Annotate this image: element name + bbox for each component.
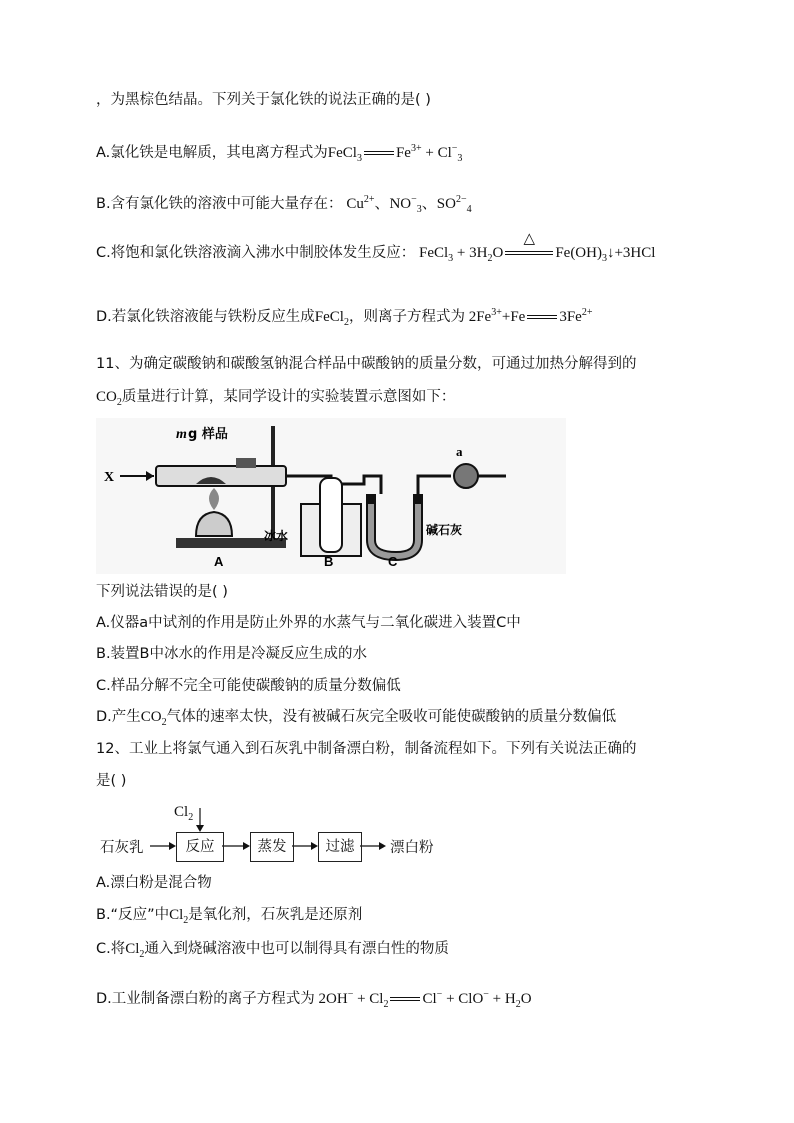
- q10-option-d-text: D.若氯化铁溶液能与铁粉反应生成: [96, 309, 315, 325]
- formula-co2-d: $CO_2$: [140, 709, 167, 728]
- q11-question-text: 下列说法错误的是( ): [96, 584, 228, 600]
- q12-stem-text1: 12、工业上将氯气通入到石灰乳中制备漂白粉，制备流程如下。下列有关说法正确的: [96, 741, 637, 757]
- flow-output: 漂白粉: [390, 840, 434, 856]
- label-sample-text: g 样品: [188, 427, 228, 442]
- flow-step-reaction: 反应: [176, 832, 224, 862]
- flow-step-filter: 过滤: [318, 832, 362, 862]
- label-a-instrument: a: [456, 444, 463, 459]
- equation-fe-reduction: $2Fe^{3+}+Fe$ $3Fe^{2+}$: [464, 307, 593, 325]
- q12-option-d: [96, 989, 532, 1009]
- q12-option-b: [96, 905, 362, 925]
- q11-stem-text1: 11、为确定碳酸钠和碳酸氢钠混合样品中碳酸钠的质量分数，可通过加热分解得到的: [96, 356, 637, 372]
- label-b-device: B: [324, 554, 334, 569]
- formula-cl2-b: $Cl_2$: [169, 907, 189, 926]
- q11-option-a: [96, 613, 521, 633]
- apparatus-figure: [96, 418, 566, 574]
- q10-option-d-mid: ，则离子方程式为: [348, 309, 465, 325]
- label-soda-lime: 碱石灰: [426, 523, 463, 537]
- q10-option-a: [96, 143, 462, 163]
- process-flowchart: [96, 804, 456, 870]
- q11-stem-text2: 质量进行计算，某同学设计的实验装置示意图如下：: [121, 389, 456, 405]
- q11-option-b: [96, 644, 367, 664]
- q10-stem: [96, 90, 431, 110]
- ion-list: $Cu^{2+}$、$NO^-_3$、$SO^{2-}_4$: [342, 194, 472, 215]
- q12-option-b-prefix: B.“反应”中: [96, 907, 170, 923]
- label-a-device: A: [214, 554, 224, 569]
- equation-bleach: $2OH^- + Cl_2$ $Cl^- + ClO^- + H_2O$: [314, 989, 532, 1010]
- q11-option-d-suffix: 气体的速率太快，没有被碱石灰完全吸收可能使碳酸钠的质量分数偏低: [166, 709, 617, 725]
- flow-cl2-label: $Cl_2$: [174, 804, 194, 823]
- q11-question: [96, 582, 228, 602]
- drying-bulb-a: [454, 464, 478, 488]
- flow-input: 石灰乳: [100, 840, 144, 856]
- q10-stem-text: ，为黑棕色结晶。下列关于氯化铁的说法正确的是( ): [96, 92, 431, 108]
- apparatus-drawing: [96, 418, 566, 574]
- delta-symbol: △: [523, 230, 536, 247]
- q12-option-c-prefix: C.将: [96, 941, 126, 957]
- q12-option-c: [96, 939, 449, 959]
- formula-cl2-c: $Cl_2$: [125, 941, 145, 960]
- equation-colloid: FeCl$_3$ + $3H_2O$ △ $Fe(OH)_3↓+3HCl$: [415, 230, 656, 264]
- q12-option-a: [96, 873, 212, 893]
- q12-option-d-text: D.工业制备漂白粉的离子方程式为: [96, 991, 315, 1007]
- label-x: X: [104, 470, 115, 485]
- formula-fecl2: FeCl$_2$: [314, 309, 349, 328]
- q10-option-b-text: B.含有氯化铁的溶液中可能大量存在：: [96, 196, 343, 212]
- q10-option-d: [96, 307, 592, 327]
- label-ice-water: 冰水: [264, 529, 289, 543]
- formula-co2: $CO_2$: [96, 389, 122, 408]
- q11-option-c-text: C.样品分解不完全可能使碳酸钠的质量分数偏低: [96, 678, 401, 694]
- q12-option-c-suffix: 通入到烧碱溶液中也可以制得具有漂白性的物质: [144, 941, 449, 957]
- q10-option-b: [96, 194, 472, 214]
- q10-option-c: [96, 230, 656, 264]
- q12-option-a-text: A.漂白粉是混合物: [96, 875, 212, 891]
- q12-stem-line1: [96, 739, 636, 759]
- q12-option-b-suffix: 是氧化剂，石灰乳是还原剂: [188, 907, 363, 923]
- q10-option-a-text: A.氯化铁是电解质，其电离方程式为: [96, 145, 328, 161]
- q11-stem-line1: [96, 354, 636, 374]
- q11-option-b-text: B.装置B中冰水的作用是冷凝反应生成的水: [96, 646, 368, 662]
- q12-stem-line2: [96, 771, 126, 791]
- label-c-device: C: [388, 554, 398, 569]
- q12-stem-text2: 是( ): [96, 773, 127, 789]
- equation-fecl3-ionization: FeCl$_3$ $Fe^{3+} + Cl^-_3$: [327, 143, 463, 164]
- q11-stem-line2: [96, 387, 455, 407]
- label-sample-m: m: [176, 427, 187, 442]
- q11-option-d-prefix: D.产生: [96, 709, 141, 725]
- test-tube-b: [320, 478, 342, 552]
- q11-option-d: [96, 707, 616, 727]
- clamp: [236, 458, 256, 468]
- q11-option-c: [96, 676, 401, 696]
- q11-option-a-text: A.仪器a中试剂的作用是防止外界的水蒸气与二氧化碳进入装置C中: [96, 615, 521, 631]
- flow-step-evaporate: 蒸发: [250, 832, 294, 862]
- q10-option-c-text: C.将饱和氯化铁溶液滴入沸水中制胶体发生反应：: [96, 245, 416, 261]
